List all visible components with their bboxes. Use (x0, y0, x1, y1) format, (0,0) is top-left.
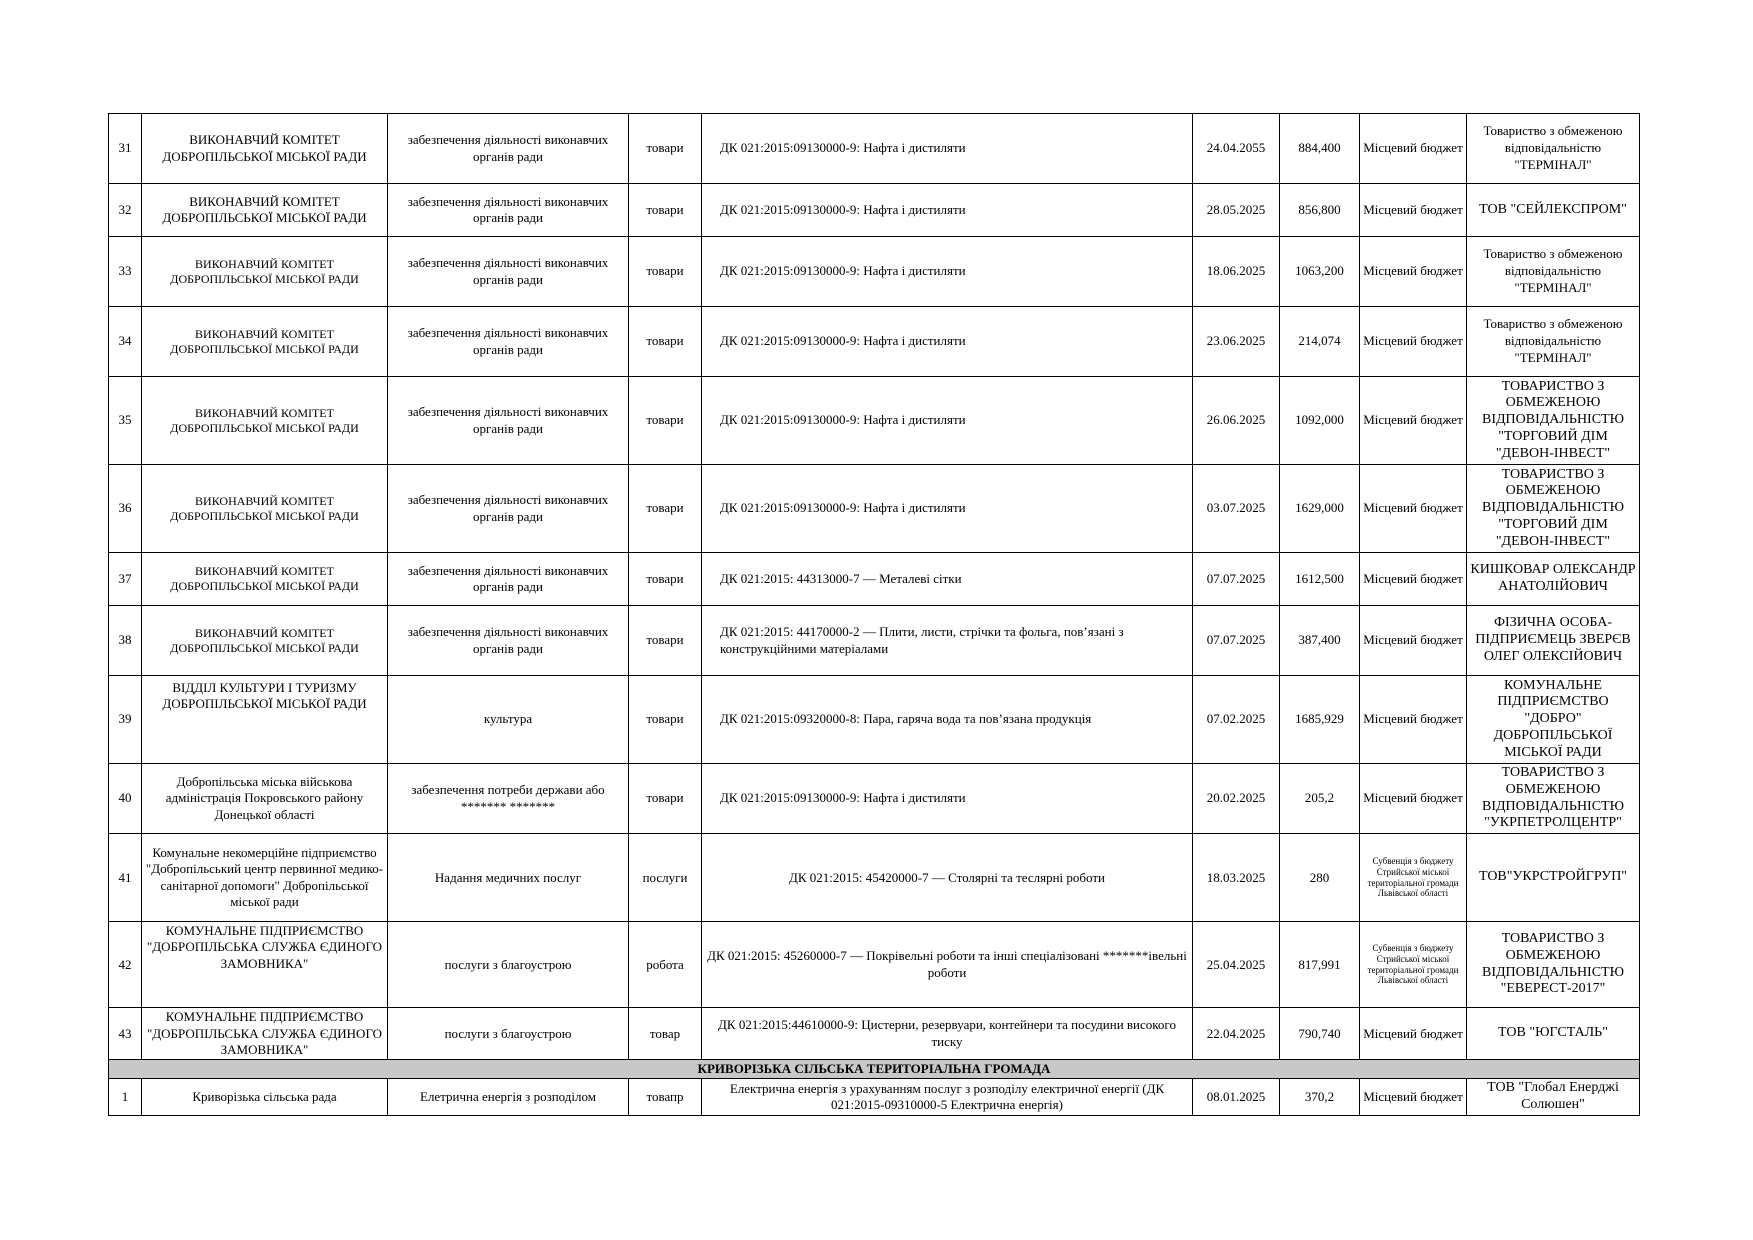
cpv-code: ДК 021:2015: 45260000-7 — Покрівельні роботи та інші спеціалізовані *******івельні роботи (702, 922, 1193, 1008)
table-row (109, 114, 1640, 184)
funding-source: Місцевий бюджет (1360, 1008, 1467, 1060)
contract-date: 23.06.2025 (1193, 307, 1280, 377)
procurement-type: товари (629, 764, 702, 834)
customer-name: ВІДДІЛ КУЛЬТУРИ І ТУРИЗМУ ДОБРОПІЛЬСЬКОЇ МІСЬКОЇ РАДИ (142, 676, 388, 764)
cpv-code: ДК 021:2015:44610000-9: Цистерни, резервуари, контейнери та посудини високого тиску (702, 1008, 1193, 1060)
table-row (109, 237, 1640, 307)
contract-date: 07.07.2025 (1193, 553, 1280, 606)
supplier-name: ТОВ "ЮГСТАЛЬ" (1467, 1008, 1640, 1060)
procurement-purpose: забезпечення діяльності виконавчих органів ради (388, 465, 629, 553)
supplier-name: КОМУНАЛЬНЕ ПІДПРИЄМСТВО "ДОБРО" ДОБРОПІЛЬСЬКОЇ МІСЬКОЇ РАДИ (1467, 676, 1640, 764)
procurement-purpose: забезпечення діяльності виконавчих органів ради (388, 553, 629, 606)
contract-amount: 214,074 (1280, 307, 1360, 377)
contract-date: 07.02.2025 (1193, 676, 1280, 764)
procurement-purpose: забезпечення діяльності виконавчих органів ради (388, 377, 629, 465)
funding-source: Місцевий бюджет (1360, 377, 1467, 465)
procurement-type: товари (629, 606, 702, 676)
contract-date: 07.07.2025 (1193, 606, 1280, 676)
contract-amount: 1685,929 (1280, 676, 1360, 764)
procurement-type: товари (629, 307, 702, 377)
customer-name: ВИКОНАВЧИЙ КОМІТЕТ ДОБРОПІЛЬСЬКОЇ МІСЬКОЇ РАДИ (142, 184, 388, 237)
supplier-name: ТОВ"УКРСТРОЙГРУП" (1467, 834, 1640, 922)
row-number: 43 (109, 1008, 142, 1060)
cpv-code: ДК 021:2015:09130000-9: Нафта і дистиляти (702, 114, 1193, 184)
supplier-name: Товариство з обмеженою відповідальністю "ТЕРМІНАЛ" (1467, 237, 1640, 307)
table-row (109, 553, 1640, 606)
cpv-code: ДК 021:2015:09130000-9: Нафта і дистиляти (702, 465, 1193, 553)
supplier-name: ТОВАРИСТВО З ОБМЕЖЕНОЮ ВІДПОВІДАЛЬНІСТЮ "ТОРГОВИЙ ДІМ "ДЕВОН-ІНВЕСТ" (1467, 465, 1640, 553)
contract-amount: 205,2 (1280, 764, 1360, 834)
contract-date: 28.05.2025 (1193, 184, 1280, 237)
supplier-name: ФІЗИЧНА ОСОБА-ПІДПРИЄМЕЦЬ ЗВЕРЄВ ОЛЕГ ОЛЕКСІЙОВИЧ (1467, 606, 1640, 676)
customer-name: ВИКОНАВЧИЙ КОМІТЕТ ДОБРОПІЛЬСЬКОЇ МІСЬКОЇ РАДИ (142, 606, 388, 676)
funding-source: Місцевий бюджет (1360, 764, 1467, 834)
customer-name: Криворізька сільська рада (142, 1079, 388, 1116)
funding-source: Субвенція з бюджету Стрийської міської територіальної громади Львівської області (1360, 922, 1467, 1008)
supplier-name: КИШКОВАР ОЛЕКСАНДР АНАТОЛІЙОВИЧ (1467, 553, 1640, 606)
procurement-purpose: забезпечення діяльності виконавчих органів ради (388, 307, 629, 377)
row-number: 33 (109, 237, 142, 307)
procurement-purpose: послуги з благоустрою (388, 922, 629, 1008)
supplier-name: ТОВ "Глобал Енерджі Солюшен" (1467, 1079, 1640, 1116)
procurement-type: товари (629, 676, 702, 764)
customer-name: ВИКОНАВЧИЙ КОМІТЕТ ДОБРОПІЛЬСЬКОЇ МІСЬКОЇ РАДИ (142, 237, 388, 307)
contract-date: 18.06.2025 (1193, 237, 1280, 307)
row-number: 41 (109, 834, 142, 922)
procurement-purpose: Елетрична енергія з розподілом (388, 1079, 629, 1116)
contract-amount: 856,800 (1280, 184, 1360, 237)
section-header-row (109, 1060, 1640, 1079)
procurement-type: товари (629, 184, 702, 237)
contract-date: 24.04.2055 (1193, 114, 1280, 184)
table-row (109, 377, 1640, 465)
row-number: 1 (109, 1079, 142, 1116)
contract-date: 18.03.2025 (1193, 834, 1280, 922)
customer-name: КОМУНАЛЬНЕ ПІДПРИЄМСТВО "ДОБРОПІЛЬСЬКА СЛУЖБА ЄДИНОГО ЗАМОВНИКА" (142, 922, 388, 1008)
cpv-code: ДК 021:2015:09130000-9: Нафта і дистиляти (702, 377, 1193, 465)
table-row (109, 1008, 1640, 1060)
contract-date: 08.01.2025 (1193, 1079, 1280, 1116)
funding-source: Місцевий бюджет (1360, 184, 1467, 237)
cpv-code: ДК 021:2015:09320000-8: Пара, гаряча вода та пов’язана продукція (702, 676, 1193, 764)
row-number: 40 (109, 764, 142, 834)
procurement-type: товари (629, 465, 702, 553)
customer-name: ВИКОНАВЧИЙ КОМІТЕТ ДОБРОПІЛЬСЬКОЇ МІСЬКОЇ РАДИ (142, 465, 388, 553)
procurement-purpose: забезпечення діяльності виконавчих органів ради (388, 237, 629, 307)
contract-amount: 884,400 (1280, 114, 1360, 184)
procurement-type: робота (629, 922, 702, 1008)
row-number: 35 (109, 377, 142, 465)
procurement-type: товари (629, 553, 702, 606)
contract-amount: 387,400 (1280, 606, 1360, 676)
funding-source: Місцевий бюджет (1360, 606, 1467, 676)
row-number: 36 (109, 465, 142, 553)
row-number: 38 (109, 606, 142, 676)
table-row (109, 606, 1640, 676)
supplier-name: Товариство з обмеженою відповідальністю "ТЕРМІНАЛ" (1467, 307, 1640, 377)
cpv-code: ДК 021:2015:09130000-9: Нафта і дистиляти (702, 184, 1193, 237)
procurement-table (108, 113, 1640, 1116)
procurement-purpose: послуги з благоустрою (388, 1008, 629, 1060)
funding-source: Місцевий бюджет (1360, 465, 1467, 553)
contract-date: 25.04.2025 (1193, 922, 1280, 1008)
supplier-name: ТОВАРИСТВО З ОБМЕЖЕНОЮ ВІДПОВІДАЛЬНІСТЮ "УКРПЕТРОЛЦЕНТР" (1467, 764, 1640, 834)
funding-source: Місцевий бюджет (1360, 237, 1467, 307)
funding-source: Місцевий бюджет (1360, 114, 1467, 184)
procurement-type: товари (629, 237, 702, 307)
supplier-name: Товариство з обмеженою відповідальністю "ТЕРМІНАЛ" (1467, 114, 1640, 184)
row-number: 34 (109, 307, 142, 377)
cpv-code: ДК 021:2015:09130000-9: Нафта і дистиляти (702, 307, 1193, 377)
contract-date: 03.07.2025 (1193, 465, 1280, 553)
contract-amount: 1092,000 (1280, 377, 1360, 465)
row-number: 37 (109, 553, 142, 606)
procurement-purpose: Надання медичних послуг (388, 834, 629, 922)
table-row (109, 1079, 1640, 1116)
cpv-code: ДК 021:2015: 44170000-2 — Плити, листи, стрічки та фольга, пов’язані з конструкційними матеріалами (702, 606, 1193, 676)
procurement-purpose: забезпечення діяльності виконавчих органів ради (388, 184, 629, 237)
section-title: КРИВОРІЗЬКА СІЛЬСЬКА ТЕРИТОРІАЛЬНА ГРОМАДА (109, 1060, 1640, 1079)
contract-amount: 370,2 (1280, 1079, 1360, 1116)
table-row (109, 465, 1640, 553)
funding-source: Місцевий бюджет (1360, 307, 1467, 377)
procurement-type: товапр (629, 1079, 702, 1116)
procurement-purpose: забезпечення діяльності виконавчих органів ради (388, 606, 629, 676)
supplier-name: ТОВАРИСТВО З ОБМЕЖЕНОЮ ВІДПОВІДАЛЬНІСТЮ "ТОРГОВИЙ ДІМ "ДЕВОН-ІНВЕСТ" (1467, 377, 1640, 465)
contract-amount: 817,991 (1280, 922, 1360, 1008)
customer-name: Комунальне некомерційне підприємство "Добропільський центр первинної медико-санітарної допомоги" Добропільської міської ради (142, 834, 388, 922)
cpv-code: Електрична енергія з урахуванням послуг з розподілу електричної енергії (ДК 021:2015-09310000-5 Електрична енергія) (702, 1079, 1193, 1116)
procurement-purpose: забезпечення потреби держави або ******* ******* (388, 764, 629, 834)
row-number: 39 (109, 676, 142, 764)
table-row (109, 922, 1640, 1008)
table-row (109, 676, 1640, 764)
table-row (109, 184, 1640, 237)
procurement-purpose: забезпечення діяльності виконавчих органів ради (388, 114, 629, 184)
contract-amount: 1629,000 (1280, 465, 1360, 553)
customer-name: ВИКОНАВЧИЙ КОМІТЕТ ДОБРОПІЛЬСЬКОЇ МІСЬКОЇ РАДИ (142, 307, 388, 377)
supplier-name: ТОВ "СЕЙЛЕКСПРОМ" (1467, 184, 1640, 237)
procurement-type: товари (629, 377, 702, 465)
procurement-type: товар (629, 1008, 702, 1060)
table-row (109, 764, 1640, 834)
funding-source: Субвенція з бюджету Стрийської міської територіальної громади Львівської області (1360, 834, 1467, 922)
customer-name: ВИКОНАВЧИЙ КОМІТЕТ ДОБРОПІЛЬСЬКОЇ МІСЬКОЇ РАДИ (142, 553, 388, 606)
procurement-purpose: культура (388, 676, 629, 764)
contract-amount: 1063,200 (1280, 237, 1360, 307)
table-row (109, 307, 1640, 377)
row-number: 31 (109, 114, 142, 184)
customer-name: Добропільська міська військова адміністрація Покровського району Донецької області (142, 764, 388, 834)
row-number: 42 (109, 922, 142, 1008)
cpv-code: ДК 021:2015: 44313000-7 — Металеві сітки (702, 553, 1193, 606)
contract-date: 22.04.2025 (1193, 1008, 1280, 1060)
contract-date: 20.02.2025 (1193, 764, 1280, 834)
contract-date: 26.06.2025 (1193, 377, 1280, 465)
supplier-name: ТОВАРИСТВО З ОБМЕЖЕНОЮ ВІДПОВІДАЛЬНІСТЮ "ЕВЕРЕСТ-2017" (1467, 922, 1640, 1008)
row-number: 32 (109, 184, 142, 237)
funding-source: Місцевий бюджет (1360, 1079, 1467, 1116)
customer-name: ВИКОНАВЧИЙ КОМІТЕТ ДОБРОПІЛЬСЬКОЇ МІСЬКОЇ РАДИ (142, 114, 388, 184)
contract-amount: 1612,500 (1280, 553, 1360, 606)
cpv-code: ДК 021:2015:09130000-9: Нафта і дистиляти (702, 764, 1193, 834)
procurement-type: послуги (629, 834, 702, 922)
cpv-code: ДК 021:2015:09130000-9: Нафта і дистиляти (702, 237, 1193, 307)
customer-name: КОМУНАЛЬНЕ ПІДПРИЄМСТВО "ДОБРОПІЛЬСЬКА СЛУЖБА ЄДИНОГО ЗАМОВНИКА" (142, 1008, 388, 1060)
funding-source: Місцевий бюджет (1360, 676, 1467, 764)
customer-name: ВИКОНАВЧИЙ КОМІТЕТ ДОБРОПІЛЬСЬКОЇ МІСЬКОЇ РАДИ (142, 377, 388, 465)
funding-source: Місцевий бюджет (1360, 553, 1467, 606)
cpv-code: ДК 021:2015: 45420000-7 — Столярні та теслярні роботи (702, 834, 1193, 922)
contract-amount: 790,740 (1280, 1008, 1360, 1060)
table-row (109, 834, 1640, 922)
contract-amount: 280 (1280, 834, 1360, 922)
procurement-type: товари (629, 114, 702, 184)
